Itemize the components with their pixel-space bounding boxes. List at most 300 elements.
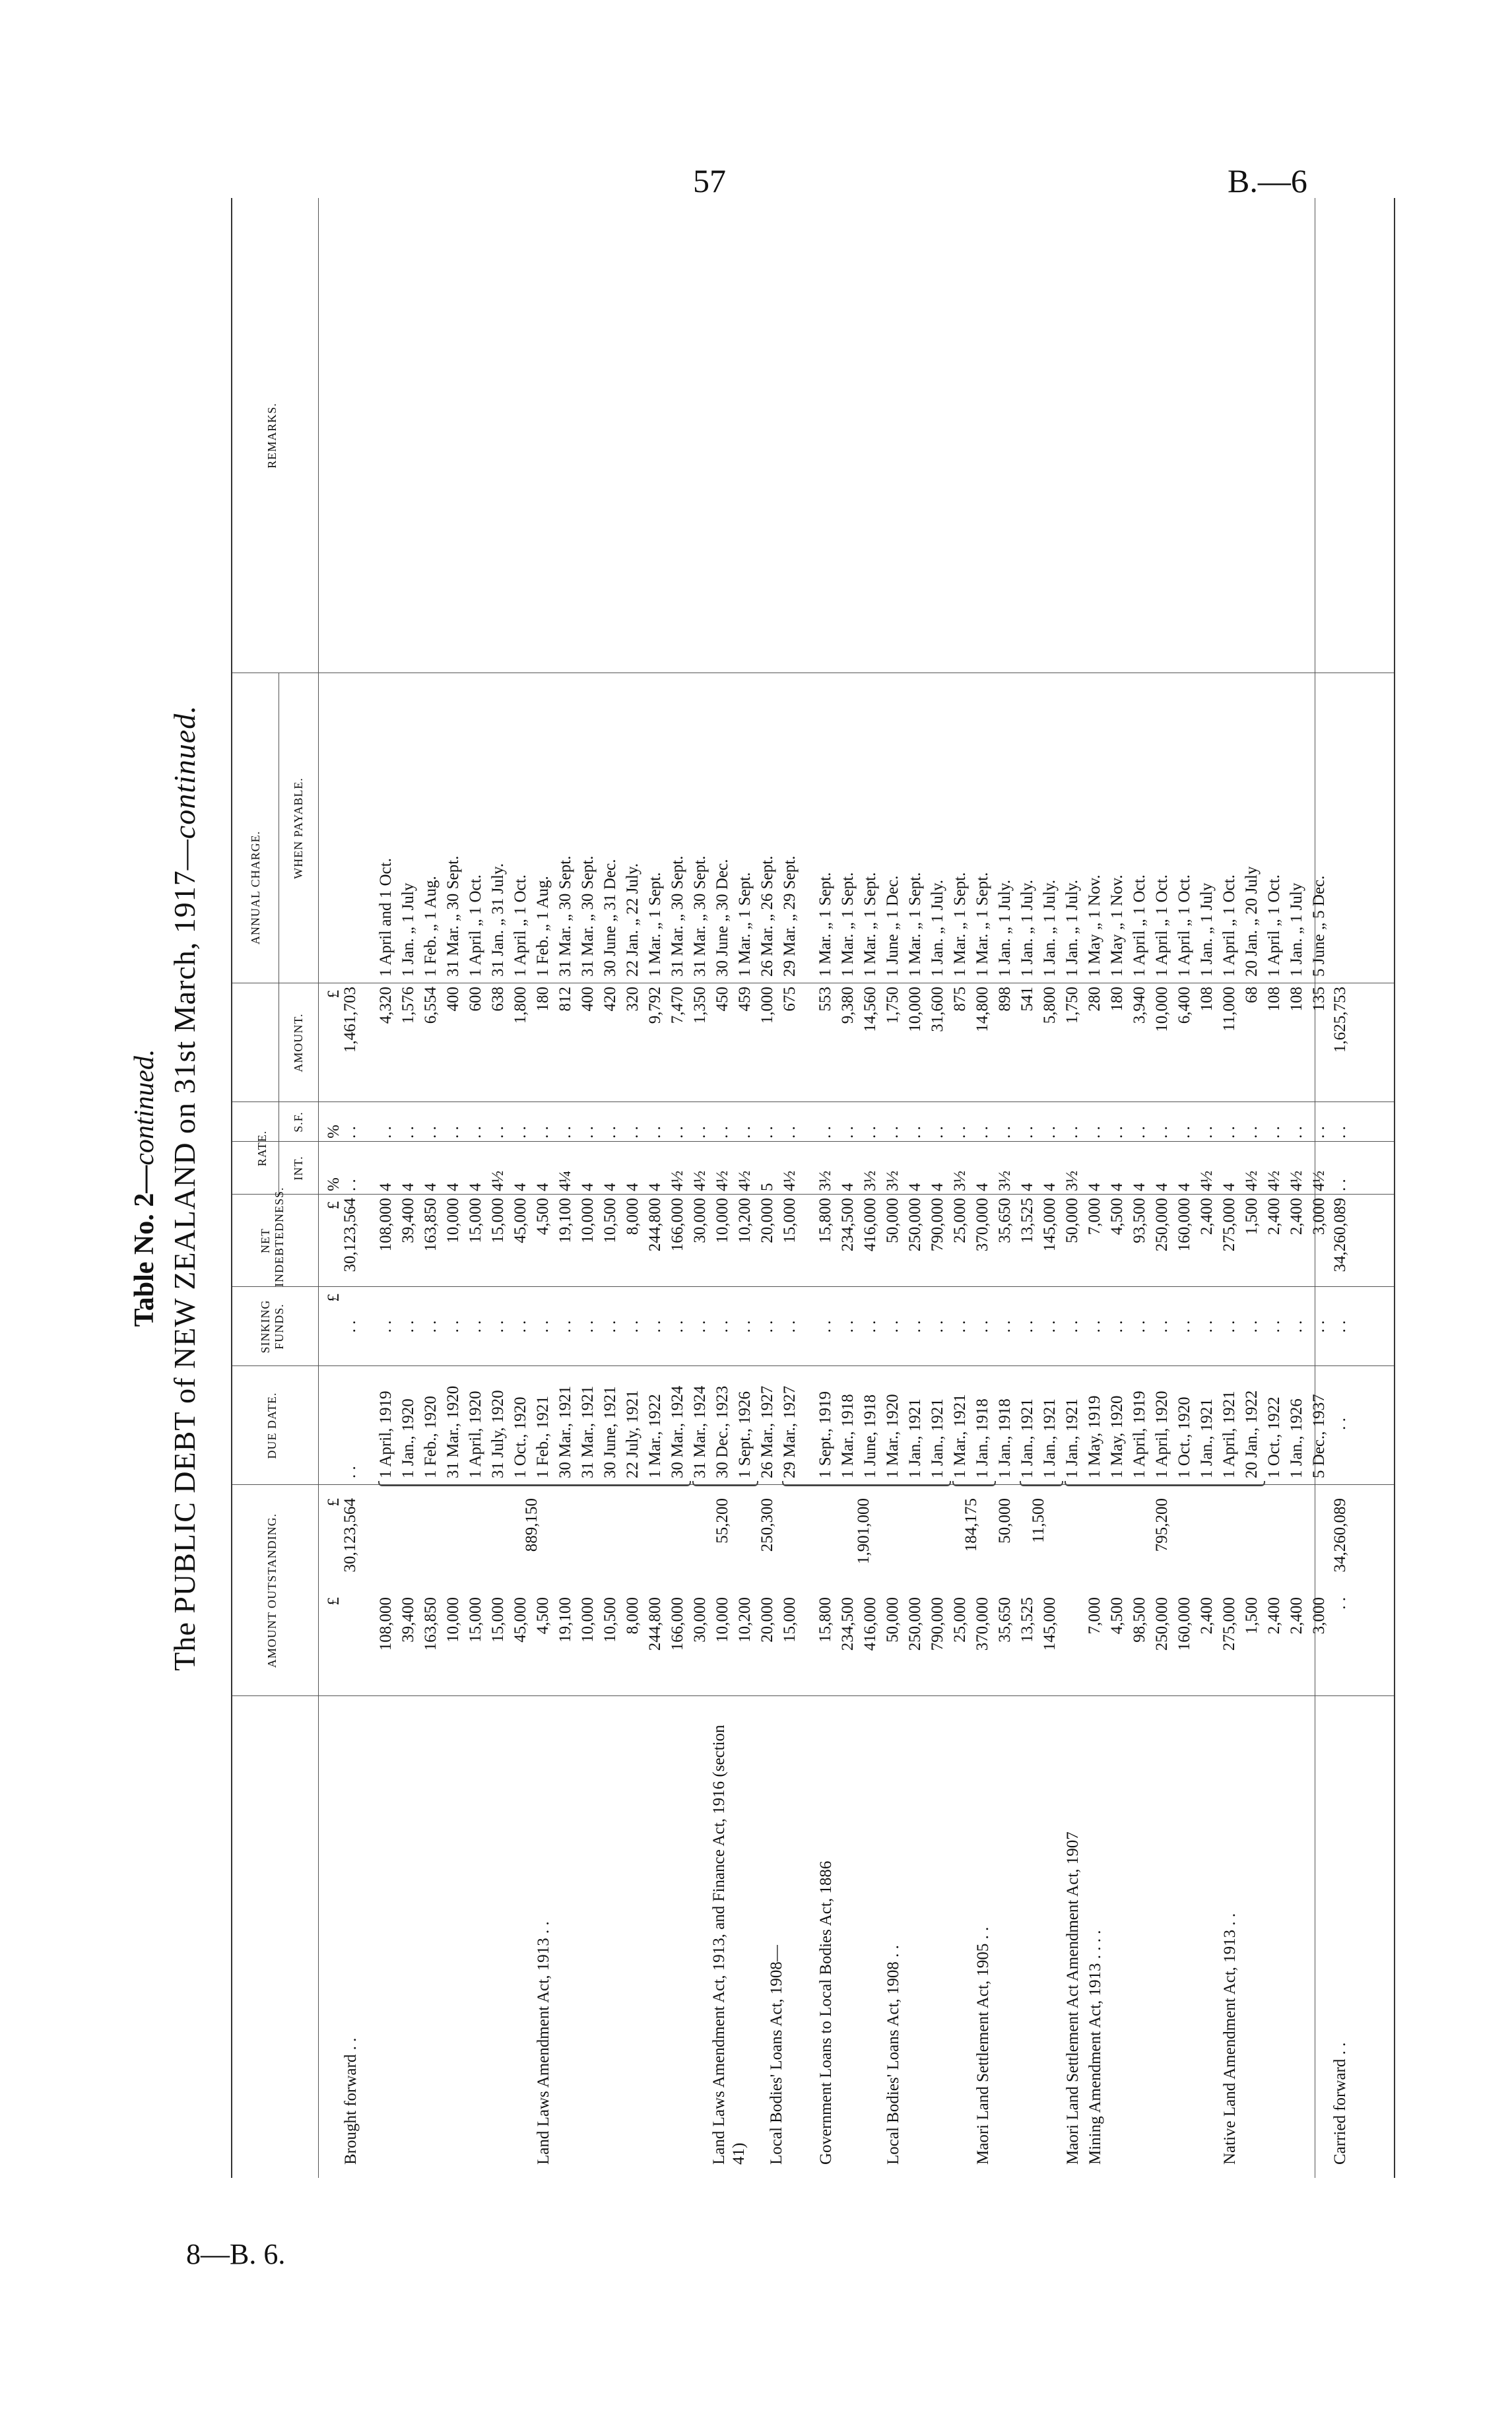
when-payable-cell: 1 April „ 1 Oct. — [1153, 874, 1171, 977]
group-brace — [1020, 1481, 1063, 1486]
due-date-cell: 1 Oct., 1920 — [511, 1397, 529, 1478]
group-subtotal: 795,200 — [1153, 1498, 1171, 1552]
int-rate-cell: 4 — [1220, 1183, 1238, 1191]
net-indebtedness-cell: 416,000 — [861, 1198, 879, 1252]
due-date-cell: 31 July, 1920 — [489, 1390, 507, 1478]
when-payable-cell: 1 Mar. „ 1 Sept. — [816, 872, 834, 977]
amount-cell: 20,000 — [758, 1597, 776, 1643]
sinking-fund-cell: . . — [341, 1320, 359, 1333]
sf-rate-cell: . . — [1220, 1126, 1238, 1138]
charge-amount-cell: 6,400 — [1175, 987, 1193, 1024]
group-subtotal: 250,300 — [758, 1498, 776, 1552]
net-indebtedness-cell: 13,525 — [1018, 1198, 1036, 1243]
sinking-fund-cell: . . — [1243, 1320, 1261, 1333]
due-date-cell: 1 Sept., 1919 — [816, 1391, 834, 1478]
unit-amount: £ — [325, 1597, 343, 1606]
sf-rate-cell: . . — [758, 1126, 776, 1138]
group-subtotal: 55,200 — [713, 1498, 731, 1544]
group-brace — [378, 1481, 691, 1486]
charge-amount-cell: 320 — [624, 987, 641, 1012]
group-subtotal: 1,901,000 — [855, 1498, 872, 1564]
when-payable-cell: 31 Mar. „ 30 Sept. — [579, 855, 597, 977]
int-rate-cell: 5 — [758, 1183, 776, 1191]
sinking-fund-cell: . . — [399, 1320, 417, 1333]
sf-rate-cell: . . — [1175, 1126, 1193, 1138]
sf-rate-cell: . . — [489, 1126, 507, 1138]
amount-cell: 4,500 — [534, 1597, 552, 1635]
net-indebtedness-cell: 19,100 — [556, 1198, 574, 1243]
net-indebtedness-cell: 1,500 — [1243, 1198, 1261, 1235]
sf-rate-cell: . . — [377, 1126, 395, 1138]
charge-amount-cell: 600 — [467, 987, 484, 1012]
total-sinking-cell: . . — [1331, 1320, 1349, 1333]
amount-cell: 35,650 — [996, 1597, 1014, 1643]
int-rate-cell: 4½ — [489, 1170, 507, 1191]
net-indebtedness-cell: 15,000 — [781, 1198, 799, 1243]
int-rate-cell: 4 — [624, 1183, 641, 1191]
int-rate-cell: 4 — [399, 1183, 417, 1191]
sinking-fund-cell: . . — [929, 1320, 946, 1333]
due-date-cell: 1 Jan., 1918 — [973, 1398, 991, 1478]
charge-amount-cell: 280 — [1086, 987, 1103, 1012]
amount-cell: 15,000 — [781, 1597, 799, 1643]
sinking-fund-cell: . . — [489, 1320, 507, 1333]
sinking-fund-cell: . . — [781, 1320, 799, 1333]
due-date-cell: 1 Jan., 1921 — [1041, 1398, 1059, 1478]
amount-cell: 163,850 — [422, 1597, 440, 1651]
sf-rate-cell: . . — [624, 1126, 641, 1138]
sinking-fund-cell: . . — [1175, 1320, 1193, 1333]
when-payable-cell: 1 April „ 1 Oct. — [1131, 874, 1148, 977]
int-rate-cell: 4 — [1041, 1183, 1059, 1191]
group-brace — [782, 1481, 951, 1486]
int-rate-cell: 4 — [1018, 1183, 1036, 1191]
group-subtotal: 11,500 — [1030, 1498, 1047, 1543]
int-rate-cell: 4 — [646, 1183, 664, 1191]
sf-rate-cell: . . — [1063, 1126, 1081, 1138]
sf-rate-cell: . . — [341, 1126, 359, 1138]
int-rate-cell: 4½ — [1265, 1170, 1283, 1191]
when-payable-cell: 1 Feb. „ 1 Aug. — [534, 876, 552, 977]
group-label: Maori Land Settlement Act Amendment Act, 1907 — [1064, 1831, 1082, 2165]
when-payable-cell: 1 Jan. „ 1 July — [399, 882, 417, 977]
net-indebtedness-cell: 50,000 — [884, 1198, 902, 1243]
charge-amount-cell: 553 — [816, 987, 834, 1012]
when-payable-cell: 1 Mar. „ 1 Sept. — [736, 872, 754, 977]
sinking-fund-cell: . . — [624, 1320, 641, 1333]
sf-rate-cell: . . — [1041, 1126, 1059, 1138]
group-label: Brought forward . . — [342, 2037, 360, 2165]
net-indebtedness-cell: 10,000 — [444, 1198, 462, 1243]
page-code: B.—6 — [1228, 162, 1307, 199]
charge-amount-cell: 898 — [996, 987, 1014, 1012]
charge-amount-cell: 450 — [713, 987, 731, 1012]
int-rate-cell: 4 — [467, 1183, 484, 1191]
amount-cell: 10,000 — [444, 1597, 462, 1643]
due-date-cell: 31 Mar., 1920 — [444, 1385, 462, 1478]
amount-cell: 2,400 — [1288, 1597, 1305, 1635]
sf-rate-cell: . . — [422, 1126, 440, 1138]
int-rate-cell: 3½ — [861, 1170, 879, 1191]
sinking-fund-cell: . . — [906, 1320, 924, 1333]
amount-cell: 10,200 — [736, 1597, 754, 1643]
page-number: 57 — [693, 162, 726, 199]
sinking-fund-cell: . . — [1220, 1320, 1238, 1333]
due-date-cell: 1 April, 1919 — [1131, 1391, 1148, 1478]
sinking-fund-cell: . . — [1018, 1320, 1036, 1333]
when-payable-cell: 31 Mar. „ 30 Sept. — [669, 855, 686, 977]
amount-cell: 15,000 — [467, 1597, 484, 1643]
due-date-cell: 30 June, 1921 — [601, 1386, 619, 1478]
due-date-cell: 31 Mar., 1924 — [691, 1385, 709, 1478]
net-indebtedness-cell: 275,000 — [1220, 1198, 1238, 1252]
sf-rate-cell: . . — [781, 1126, 799, 1138]
header-annual-charge: ANNUAL CHARGE. — [249, 830, 262, 945]
total-charge-cell: 1,625,753 — [1331, 987, 1349, 1053]
amount-cell: 98,500 — [1131, 1597, 1148, 1643]
sf-rate-cell: . . — [1243, 1126, 1261, 1138]
sf-rate-cell: . . — [534, 1126, 552, 1138]
amount-cell: 250,000 — [906, 1597, 924, 1651]
charge-amount-cell: 7,470 — [669, 987, 686, 1024]
amount-cell: 234,500 — [839, 1597, 857, 1651]
group-subtotal: 889,150 — [523, 1498, 541, 1552]
sf-rate-cell: . . — [691, 1126, 709, 1138]
sf-rate-cell: . . — [511, 1126, 529, 1138]
charge-amount-cell: 14,560 — [861, 987, 879, 1032]
group-label: Maori Land Settlement Act, 1905 . . — [974, 1926, 992, 2165]
sf-rate-cell: . . — [884, 1126, 902, 1138]
net-indebtedness-cell: 160,000 — [1175, 1198, 1193, 1252]
charge-amount-cell: 180 — [534, 987, 552, 1012]
header-amount: AMOUNT. — [292, 1013, 305, 1072]
due-date-cell: 30 Mar., 1924 — [669, 1385, 686, 1478]
int-rate-cell: 3½ — [996, 1170, 1014, 1191]
sf-rate-cell: . . — [1108, 1126, 1126, 1138]
charge-amount-cell: 638 — [489, 987, 507, 1012]
due-date-cell: 22 July, 1921 — [624, 1390, 641, 1478]
when-payable-cell: 1 Mar. „ 1 Sept. — [951, 872, 969, 977]
amount-cell: 19,100 — [556, 1597, 574, 1643]
sinking-fund-cell: . . — [1198, 1320, 1216, 1333]
due-date-cell: 1 Jan., 1926 — [1288, 1398, 1305, 1478]
amount-cell: 1,500 — [1243, 1597, 1261, 1635]
net-indebtedness-cell: 244,800 — [646, 1198, 664, 1252]
header-rate: RATE. — [255, 1130, 269, 1167]
sinking-fund-cell: . . — [1041, 1320, 1059, 1333]
group-label: Government Loans to Local Bodies Act, 1886 — [817, 1860, 835, 2165]
due-date-cell: 1 April, 1920 — [1153, 1391, 1171, 1478]
amount-cell: 3,000 — [1310, 1597, 1328, 1635]
int-rate-cell: 3½ — [1063, 1170, 1081, 1191]
due-date-cell: 26 Mar., 1927 — [758, 1385, 776, 1478]
charge-amount-cell: 180 — [1108, 987, 1126, 1012]
total-due-cell: . . — [1331, 1418, 1349, 1430]
int-rate-cell: 3½ — [884, 1170, 902, 1191]
sf-rate-cell: . . — [1153, 1126, 1171, 1138]
net-indebtedness-cell: 4,500 — [1108, 1198, 1126, 1235]
due-date-cell: 1 Oct., 1922 — [1265, 1397, 1283, 1478]
due-date-cell: 1 Mar., 1922 — [646, 1394, 664, 1478]
int-rate-cell: 4 — [906, 1183, 924, 1191]
charge-amount-cell: 1,000 — [758, 987, 776, 1024]
sinking-fund-cell: . . — [669, 1320, 686, 1333]
group-label: Carried forward . . — [1331, 2042, 1349, 2165]
amount-cell: 244,800 — [646, 1597, 664, 1651]
unit-sinking: £ — [325, 1294, 343, 1302]
amount-cell: 416,000 — [861, 1597, 879, 1651]
int-rate-cell: 4½ — [781, 1170, 799, 1191]
total-amount-cell: . . — [1331, 1597, 1349, 1610]
sf-rate-cell: . . — [1086, 1126, 1103, 1138]
amount-cell: 145,000 — [1041, 1597, 1059, 1651]
amount-cell: 45,000 — [511, 1597, 529, 1643]
amount-cell: 50,000 — [884, 1597, 902, 1643]
header-sinking-funds: SINKING FUNDS. — [259, 1299, 286, 1354]
due-date-cell: 1 Jan., 1921 — [1018, 1398, 1036, 1478]
int-rate-cell: 4½ — [691, 1170, 709, 1191]
sf-rate-cell: . . — [839, 1126, 857, 1138]
when-payable-cell: 1 April „ 1 Oct. — [1265, 874, 1283, 977]
net-indebtedness-cell: 10,000 — [579, 1198, 597, 1243]
charge-amount-cell: 875 — [951, 987, 969, 1012]
net-indebtedness-cell: 10,500 — [601, 1198, 619, 1243]
int-rate-cell: 4½ — [1198, 1170, 1216, 1191]
when-payable-cell: 1 Jan. „ 1 July. — [1041, 880, 1059, 977]
sf-rate-cell: . . — [906, 1126, 924, 1138]
amount-cell: 275,000 — [1220, 1597, 1238, 1651]
header-due-date: DUE DATE. — [265, 1392, 279, 1459]
charge-amount-cell: 459 — [736, 987, 754, 1012]
group-subtotal: 184,175 — [962, 1498, 980, 1552]
sf-rate-cell: . . — [669, 1126, 686, 1138]
sf-rate-cell: . . — [1310, 1126, 1328, 1138]
sinking-fund-cell: . . — [884, 1320, 902, 1333]
charge-amount-cell: 3,940 — [1131, 987, 1148, 1024]
charge-amount-cell: 10,000 — [906, 987, 924, 1032]
due-date-cell: 1 Feb., 1920 — [422, 1396, 440, 1478]
amount-cell: 790,000 — [929, 1597, 946, 1651]
sinking-fund-cell: . . — [839, 1320, 857, 1333]
when-payable-cell: 31 Mar. „ 30 Sept. — [444, 855, 462, 977]
net-indebtedness-cell: 2,400 — [1265, 1198, 1283, 1235]
charge-amount-cell: 6,554 — [422, 987, 440, 1024]
header-int: INT. — [292, 1156, 305, 1181]
int-rate-cell: 4 — [1131, 1183, 1148, 1191]
net-indebtedness-cell: 20,000 — [758, 1198, 776, 1243]
charge-amount-cell: 108 — [1198, 987, 1216, 1012]
int-rate-cell: 4½ — [1310, 1170, 1328, 1191]
group-label: Native Land Amendment Act, 1913 . . — [1221, 1913, 1239, 2165]
footer-code: 8—B. 6. — [186, 2238, 286, 2270]
sf-rate-cell: . . — [929, 1126, 946, 1138]
charge-amount-cell: 541 — [1018, 987, 1036, 1012]
due-date-cell: 1 April, 1919 — [377, 1391, 395, 1478]
when-payable-cell: 5 June „ 5 Dec. — [1310, 875, 1328, 977]
when-payable-cell: 1 Jan. „ 1 July. — [996, 880, 1014, 977]
when-payable-cell: 1 April and 1 Oct. — [377, 858, 395, 977]
due-date-cell: 1 Jan., 1921 — [1063, 1398, 1081, 1478]
sinking-fund-cell: . . — [996, 1320, 1014, 1333]
group-label: Local Bodies' Loans Act, 1908— — [767, 1945, 785, 2165]
int-rate-cell: 4 — [534, 1183, 552, 1191]
sinking-fund-cell: . . — [511, 1320, 529, 1333]
net-indebtedness-cell: 145,000 — [1041, 1198, 1059, 1252]
sinking-fund-cell: . . — [1288, 1320, 1305, 1333]
header-amount-outstanding: AMOUNT OUTSTANDING. — [265, 1513, 279, 1668]
when-payable-cell: 22 Jan. „ 22 July. — [624, 863, 641, 977]
int-rate-cell: 3½ — [951, 1170, 969, 1191]
amount-cell: 10,500 — [601, 1597, 619, 1643]
due-date-cell: 1 Feb., 1921 — [534, 1396, 552, 1478]
net-indebtedness-cell: 50,000 — [1063, 1198, 1081, 1243]
sinking-fund-cell: . . — [758, 1320, 776, 1333]
charge-amount-cell: 1,800 — [511, 987, 529, 1024]
sf-rate-cell: . . — [444, 1126, 462, 1138]
sinking-fund-cell: . . — [973, 1320, 991, 1333]
public-debt-table — [231, 198, 1395, 2178]
table-title: Table No. 2—continued. — [129, 1049, 160, 1327]
sinking-fund-cell: . . — [422, 1320, 440, 1333]
group-label: Local Bodies' Loans Act, 1908 . . — [884, 1945, 902, 2165]
amount-cell: 8,000 — [624, 1597, 641, 1635]
charge-amount-cell: 31,600 — [929, 987, 946, 1032]
sinking-fund-cell: . . — [1063, 1320, 1081, 1333]
sf-rate-cell: . . — [399, 1126, 417, 1138]
charge-amount-cell: 1,750 — [884, 987, 902, 1024]
group-brace — [692, 1481, 758, 1486]
when-payable-cell: 1 April „ 1 Oct. — [467, 874, 484, 977]
int-rate-cell: 3½ — [816, 1170, 834, 1191]
group-brace — [1065, 1481, 1265, 1486]
amount-cell: 15,800 — [816, 1597, 834, 1643]
charge-amount-cell: 5,800 — [1041, 987, 1059, 1024]
net-indebtedness-cell: 25,000 — [951, 1198, 969, 1243]
due-date-cell: 1 Jan., 1921 — [906, 1398, 924, 1478]
due-date-cell: 30 Mar., 1921 — [556, 1385, 574, 1478]
sinking-fund-cell: . . — [534, 1320, 552, 1333]
net-indebtedness-cell: 10,000 — [713, 1198, 731, 1243]
unit-charge: £ — [325, 990, 343, 999]
when-payable-cell: 1 Feb. „ 1 Aug. — [422, 876, 440, 977]
sf-rate-cell: . . — [1288, 1126, 1305, 1138]
sf-rate-cell: . . — [973, 1126, 991, 1138]
total-sf-cell: . . — [1331, 1126, 1349, 1138]
sf-rate-cell: . . — [1018, 1126, 1036, 1138]
sf-rate-cell: . . — [736, 1126, 754, 1138]
sinking-fund-cell: . . — [713, 1320, 731, 1333]
int-rate-cell: 4¼ — [556, 1170, 574, 1191]
amount-cell: 30,000 — [691, 1597, 709, 1643]
due-date-cell: 30 Dec., 1923 — [713, 1385, 731, 1478]
sf-rate-cell: . . — [556, 1126, 574, 1138]
sf-rate-cell: . . — [1198, 1126, 1216, 1138]
int-rate-cell: 4 — [1175, 1183, 1193, 1191]
charge-amount-cell: 10,000 — [1153, 987, 1171, 1032]
when-payable-cell: 1 Mar. „ 1 Sept. — [973, 872, 991, 977]
due-date-cell: 5 Dec., 1937 — [1310, 1394, 1328, 1478]
int-rate-cell: 4 — [1108, 1183, 1126, 1191]
header-when-payable: WHEN PAYABLE. — [292, 777, 305, 879]
charge-amount-cell: 1,576 — [399, 987, 417, 1024]
when-payable-cell: 1 Jan. „ 1 July. — [1018, 880, 1036, 977]
when-payable-cell: 1 Mar. „ 1 Sept. — [839, 872, 857, 977]
net-indebtedness-cell: 234,500 — [839, 1198, 857, 1252]
int-rate-cell: 4 — [1086, 1183, 1103, 1191]
sf-rate-cell: . . — [816, 1126, 834, 1138]
amount-cell: 370,000 — [973, 1597, 991, 1651]
when-payable-cell: 1 Jan. „ 1 July. — [929, 880, 946, 977]
sinking-fund-cell: . . — [1108, 1320, 1126, 1333]
amount-cell: 2,400 — [1198, 1597, 1216, 1635]
charge-amount-cell: 1,350 — [691, 987, 709, 1024]
int-rate-cell: 4 — [377, 1183, 395, 1191]
due-date-cell: 31 Mar., 1921 — [579, 1385, 597, 1478]
when-payable-cell: 31 Mar. „ 30 Sept. — [556, 855, 574, 977]
due-date-cell: 1 Mar., 1920 — [884, 1394, 902, 1478]
sinking-fund-cell: . . — [1086, 1320, 1103, 1333]
amount-cell: 7,000 — [1086, 1597, 1103, 1635]
sf-rate-cell: . . — [996, 1126, 1014, 1138]
sinking-fund-cell: . . — [556, 1320, 574, 1333]
when-payable-cell: 1 Mar. „ 1 Sept. — [646, 872, 664, 977]
net-indebtedness-cell: 2,400 — [1198, 1198, 1216, 1235]
charge-amount-cell: 1,461,703 — [341, 987, 359, 1053]
when-payable-cell: 1 Jan. „ 1 July — [1288, 882, 1305, 977]
net-indebtedness-cell: 108,000 — [377, 1198, 395, 1252]
due-date-cell: . . — [341, 1466, 359, 1478]
int-rate-cell: 4 — [444, 1183, 462, 1191]
charge-amount-cell: 420 — [601, 987, 619, 1012]
when-payable-cell: 1 Mar. „ 1 Sept. — [906, 872, 924, 977]
due-date-cell: 1 Mar., 1918 — [839, 1394, 857, 1478]
sinking-fund-cell: . . — [1131, 1320, 1148, 1333]
charge-amount-cell: 675 — [781, 987, 799, 1012]
sf-rate-cell: . . — [1265, 1126, 1283, 1138]
net-indebtedness-cell: 15,800 — [816, 1198, 834, 1243]
sf-rate-cell: . . — [646, 1126, 664, 1138]
charge-amount-cell: 11,000 — [1220, 987, 1238, 1032]
net-indebtedness-cell: 30,000 — [691, 1198, 709, 1243]
sf-rate-cell: . . — [579, 1126, 597, 1138]
sinking-fund-cell: . . — [646, 1320, 664, 1333]
unit-subtotal: £ — [325, 1498, 343, 1507]
when-payable-cell: 1 May „ 1 Nov. — [1086, 874, 1103, 977]
net-indebtedness-cell: 3,000 — [1310, 1198, 1328, 1235]
due-date-cell: 1 Sept., 1926 — [736, 1391, 754, 1478]
int-rate-cell: 4½ — [713, 1170, 731, 1191]
due-date-cell: 1 Jan., 1918 — [996, 1398, 1014, 1478]
int-rate-cell: 4½ — [1243, 1170, 1261, 1191]
when-payable-cell: 1 Jan. „ 1 July — [1198, 882, 1216, 977]
sf-rate-cell: . . — [951, 1126, 969, 1138]
sf-rate-cell: . . — [467, 1126, 484, 1138]
when-payable-cell: 1 April „ 1 Oct. — [1175, 874, 1193, 977]
when-payable-cell: 1 April „ 1 Oct. — [511, 874, 529, 977]
due-date-cell: 1 Mar., 1921 — [951, 1394, 969, 1478]
due-date-cell: 1 Jan., 1920 — [399, 1398, 417, 1478]
unit-net: £ — [325, 1201, 343, 1210]
net-indebtedness-cell: 30,123,564 — [341, 1198, 359, 1272]
int-rate-cell: 4 — [422, 1183, 440, 1191]
total-subtotal-cell: 34,260,089 — [1331, 1498, 1349, 1573]
sinking-fund-cell: . . — [816, 1320, 834, 1333]
sinking-fund-cell: . . — [1310, 1320, 1328, 1333]
amount-cell: 39,400 — [399, 1597, 417, 1643]
due-date-cell: 1 May, 1919 — [1086, 1395, 1103, 1478]
int-rate-cell: 4 — [1153, 1183, 1171, 1191]
when-payable-cell: 30 June „ 30 Dec. — [713, 859, 731, 977]
